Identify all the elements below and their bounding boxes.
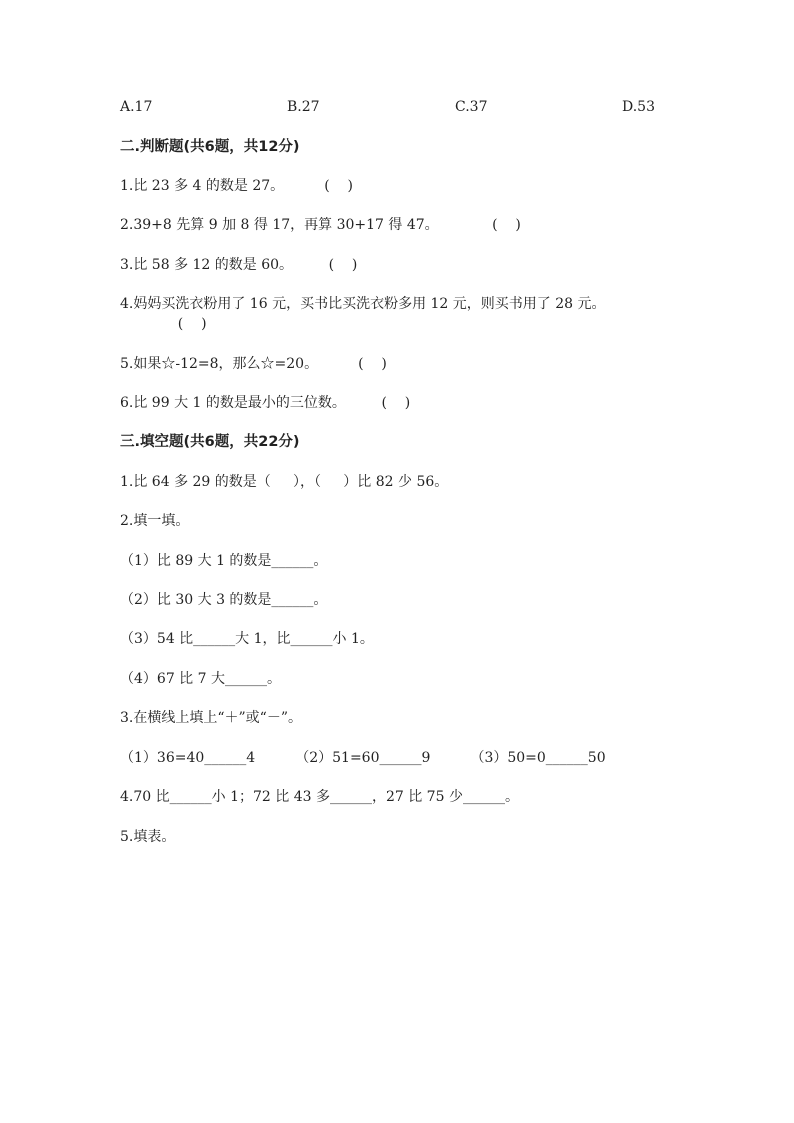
- section3-q2-sub4: （4）67 比 7 大______。: [120, 671, 281, 687]
- section2-title: 二.判断题(共6题，共12分): [120, 139, 300, 155]
- section3-q3-subs: （1）36=40______4 （2）51=60______9 （3）50=0______50: [120, 750, 606, 766]
- section3-q2-sub3: （3）54 比______大 1，比______小 1。: [120, 631, 374, 647]
- section3-q3: 3.在横线上填上“＋”或“－”。: [120, 710, 302, 726]
- section2-q6: 6.比 99 大 1 的数是最小的三位数。 ( ): [120, 395, 411, 411]
- section3-q5: 5.填表。: [120, 829, 176, 845]
- section2-q5: 5.如果☆-12=8，那么☆=20。 ( ): [120, 356, 387, 372]
- section2-q4-blank: ( ): [160, 316, 207, 332]
- section2-q3: 3.比 58 多 12 的数是 60。 ( ): [120, 257, 358, 273]
- section3-title: 三.填空题(共6题，共22分): [120, 434, 300, 450]
- option-a: A.17: [120, 99, 153, 115]
- option-d: D.53: [622, 99, 655, 115]
- section3-q4: 4.70 比______小 1；72 比 43 多______，27 比 75 少______。: [120, 789, 519, 805]
- section2-q2: 2.39+8 先算 9 加 8 得 17，再算 30+17 得 47。 ( ): [120, 217, 521, 233]
- section3-q2-sub2: （2）比 30 大 3 的数是______。: [120, 592, 328, 608]
- section3-q2: 2.填一填。: [120, 513, 190, 529]
- option-c: C.37: [455, 99, 488, 115]
- section3-q1: 1.比 64 多 29 的数是（ ），（ ）比 82 少 56。: [120, 474, 449, 490]
- section3-q2-sub1: （1）比 89 大 1 的数是______。: [120, 553, 328, 569]
- section2-q1: 1.比 23 多 4 的数是 27。 ( ): [120, 178, 353, 194]
- section2-q4: 4.妈妈买洗衣粉用了 16 元，买书比买洗衣粉多用 12 元，则买书用了 28 元。: [120, 296, 606, 312]
- option-b: B.27: [287, 99, 320, 115]
